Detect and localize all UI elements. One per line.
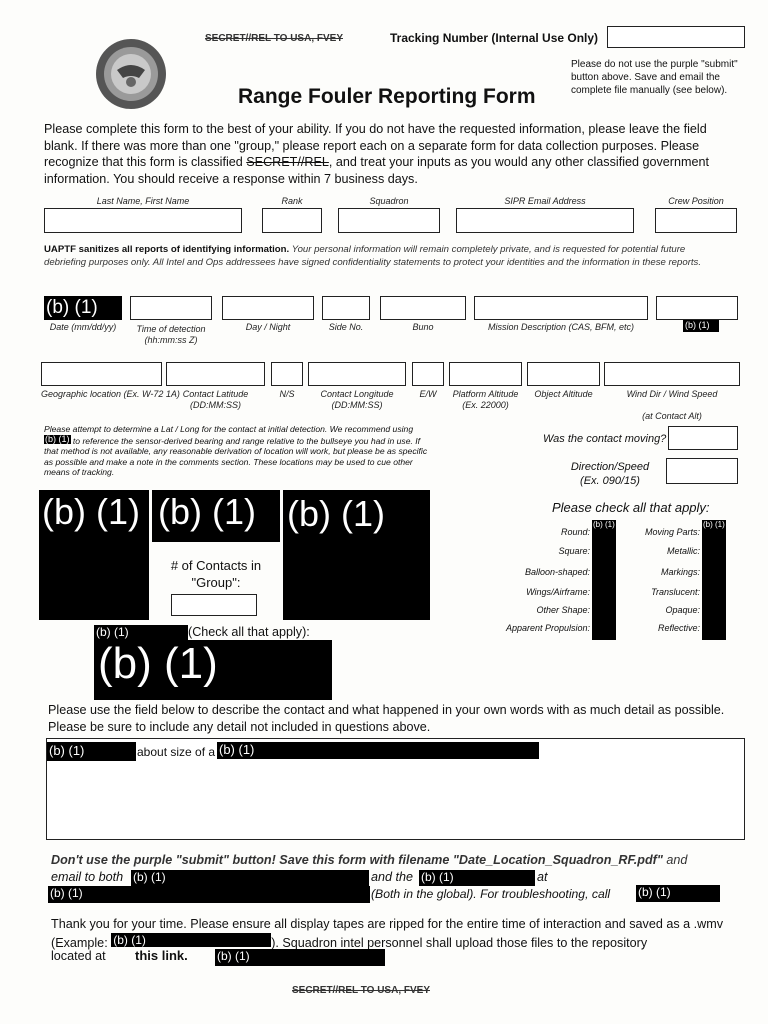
row2-extra-input[interactable] [656, 296, 738, 320]
label-mission-description: Mission Description (CAS, BFM, etc) [487, 322, 635, 332]
check-label-metallic: Metallic: [666, 546, 700, 556]
located-at-label: located at [51, 949, 106, 963]
contact-latitude-input[interactable] [166, 362, 265, 386]
redaction-email-2: (b) (1) [419, 870, 535, 886]
check-label-other-shape: Other Shape: [536, 605, 590, 615]
sanitize-notice: UAPTF sanitizes all reports of identifying information. Your personal information will remain completely private, and is requested for potential future debriefing purposes only. All Intel and Ops addressees have signed confidentiality statements to protect your identities and the information in these reports. [44, 244, 702, 268]
classification-header: SECRET//REL TO USA, FVEY [205, 33, 343, 44]
platform-altitude-input[interactable] [449, 362, 522, 386]
check-label-opaque: Opaque: [665, 605, 700, 615]
object-altitude-input[interactable] [527, 362, 600, 386]
check-all-title: Please check all that apply: [552, 500, 710, 515]
label-name: Last Name, First Name [96, 196, 190, 206]
check-label-moving-parts: Moving Parts: [644, 527, 700, 537]
at-label: at [537, 870, 548, 884]
label-side-number: Side No. [328, 322, 364, 332]
intro-paragraph: Please complete this form to the best of your ability. If you do not have the requested information, please leave the field blank. If there was more than one "group," please report each on a separate form for data collection purposes. Please recognize that this form is classified SECRET//REL, and treat your inputs as you would any other classified government information. You should receive a response within 7 business days. [44, 122, 709, 186]
label-date: Date (mm/dd/yy) [49, 322, 117, 332]
redaction-date: (b) (1) [44, 296, 122, 320]
dont-use-submit-note: Don't use the purple "submit" button! Save this form with filename "Date_Location_Squadron_RF.pdf" and [51, 853, 688, 867]
global-troubleshooting: (Both in the global). For troubleshooting, call [371, 887, 611, 901]
label-time-detection: Time of detection (hh:mm:ss Z) [136, 324, 206, 345]
redaction-checks-left[interactable]: (b) (1) [592, 520, 616, 640]
sipr-email-input[interactable] [456, 208, 634, 233]
redaction-check-label: (b) (1) [94, 625, 188, 640]
check-label-reflective: Reflective: [657, 623, 700, 633]
label-rank: Rank [281, 196, 303, 206]
submit-note: Please do not use the purple "submit" button above. Save and email the complete file manually (see below). [571, 59, 738, 96]
label-sipr-email: SIPR Email Address [504, 196, 586, 206]
label-crew-position: Crew Position [668, 196, 724, 206]
and-the-label: and the [371, 870, 414, 884]
label-platform-altitude: Platform Altitude (Ex. 22000) [452, 389, 519, 410]
check-label-propulsion: Apparent Propulsion: [505, 623, 590, 633]
thank-you-paragraph: Thank you for your time. Please ensure all display tapes are ripped for the entire time of interaction and saved as a .wmv (Example: (b) (1) ). Squadron intel personnel shall upload those files to the repository [51, 917, 724, 950]
wind-input[interactable] [604, 362, 740, 386]
email-to-both-label: email to both [51, 870, 124, 884]
classification-footer: SECRET//REL TO USA, FVEY [292, 985, 430, 996]
contact-moving-input[interactable] [668, 426, 738, 450]
redaction-latlong-inline: (b) (1) [45, 434, 70, 444]
check-label-square: Square: [558, 546, 590, 556]
redaction-link: (b) (1) [215, 949, 385, 966]
label-ew: E/W [419, 389, 437, 399]
side-number-input[interactable] [322, 296, 370, 320]
ns-input[interactable] [271, 362, 303, 386]
repository-link[interactable]: this link. [135, 948, 188, 963]
redaction-phone: (b) (1) [636, 885, 720, 902]
redaction-large-3: (b) (1) [283, 490, 430, 620]
page-title: Range Fouler Reporting Form [238, 85, 536, 108]
redaction-large-1: (b) (1) [39, 490, 149, 620]
label-ns: N/S [279, 389, 295, 399]
redaction-email-3: (b) (1) [48, 886, 370, 903]
label-day-night: Day / Night [245, 322, 291, 332]
label-squadron: Squadron [369, 196, 409, 206]
contacts-count-input[interactable] [171, 594, 257, 616]
day-night-input[interactable] [222, 296, 314, 320]
tracking-number-input[interactable] [607, 26, 745, 48]
check-label-wings: Wings/Airframe: [526, 587, 590, 597]
redaction-row2-label: (b) (1) [683, 320, 719, 332]
squadron-input[interactable] [338, 208, 440, 233]
contact-moving-label: Was the contact moving? [543, 433, 667, 445]
contacts-in-group-label: # of Contacts in "Group": [170, 558, 262, 590]
ew-input[interactable] [412, 362, 444, 386]
buno-input[interactable] [380, 296, 466, 320]
tracking-number-label: Tracking Number (Internal Use Only) [390, 31, 599, 45]
latlong-note: Please attempt to determine a Lat / Long for the contact at initial detection. We recommend using (b) (1) to reference the sensor-derived bearing and range relative to the bullseye you had in use. If that method is not available, any reasonable derivation of location will work, but please be as specific as possible and make a note in the comments section. These locations may be used to cue other means of tracking. [44, 424, 428, 478]
label-geographic-location: Geographic location (Ex. W-72 1A) [41, 389, 180, 399]
crew-position-input[interactable] [655, 208, 737, 233]
direction-speed-label: Direction/Speed (Ex. 090/15) [570, 461, 650, 487]
name-input[interactable] [44, 208, 242, 233]
redaction-check-large: (b) (1) [94, 640, 332, 700]
time-detection-input[interactable] [130, 296, 212, 320]
check-all-label: (Check all that apply): [188, 625, 310, 639]
label-contact-latitude: Contact Latitude (DD:MM:SS) [182, 389, 249, 410]
check-label-markings: Markings: [660, 567, 700, 577]
description-fragment: about size of a [137, 745, 216, 759]
direction-speed-input[interactable] [666, 458, 738, 484]
label-buno: Buno [412, 322, 434, 332]
label-contact-longitude: Contact Longitude (DD:MM:SS) [320, 389, 394, 410]
contact-longitude-input[interactable] [308, 362, 406, 386]
label-wind: Wind Dir / Wind Speed (at Contact Alt) [626, 389, 718, 421]
describe-instructions: Please use the field below to describe the contact and what happened in your own words with as much detail as possible. Please be sure to include any detail not included in questions above. [48, 703, 725, 734]
redaction-email-1: (b) (1) [131, 870, 369, 886]
check-label-balloon: Balloon-shaped: [524, 567, 590, 577]
rank-input[interactable] [262, 208, 322, 233]
label-object-altitude: Object Altitude [534, 389, 593, 399]
redaction-desc-2: (b) (1) [217, 742, 539, 759]
redaction-desc-1: (b) (1) [47, 742, 136, 761]
redaction-example: (b) (1) [111, 933, 271, 947]
check-label-round: Round: [560, 527, 590, 537]
geographic-location-input[interactable] [41, 362, 162, 386]
dod-seal [95, 38, 167, 110]
mission-description-input[interactable] [474, 296, 648, 320]
redaction-large-2: (b) (1) [152, 490, 280, 542]
redaction-checks-right[interactable]: (b) (1) [702, 520, 726, 640]
check-label-translucent: Translucent: [651, 587, 700, 597]
